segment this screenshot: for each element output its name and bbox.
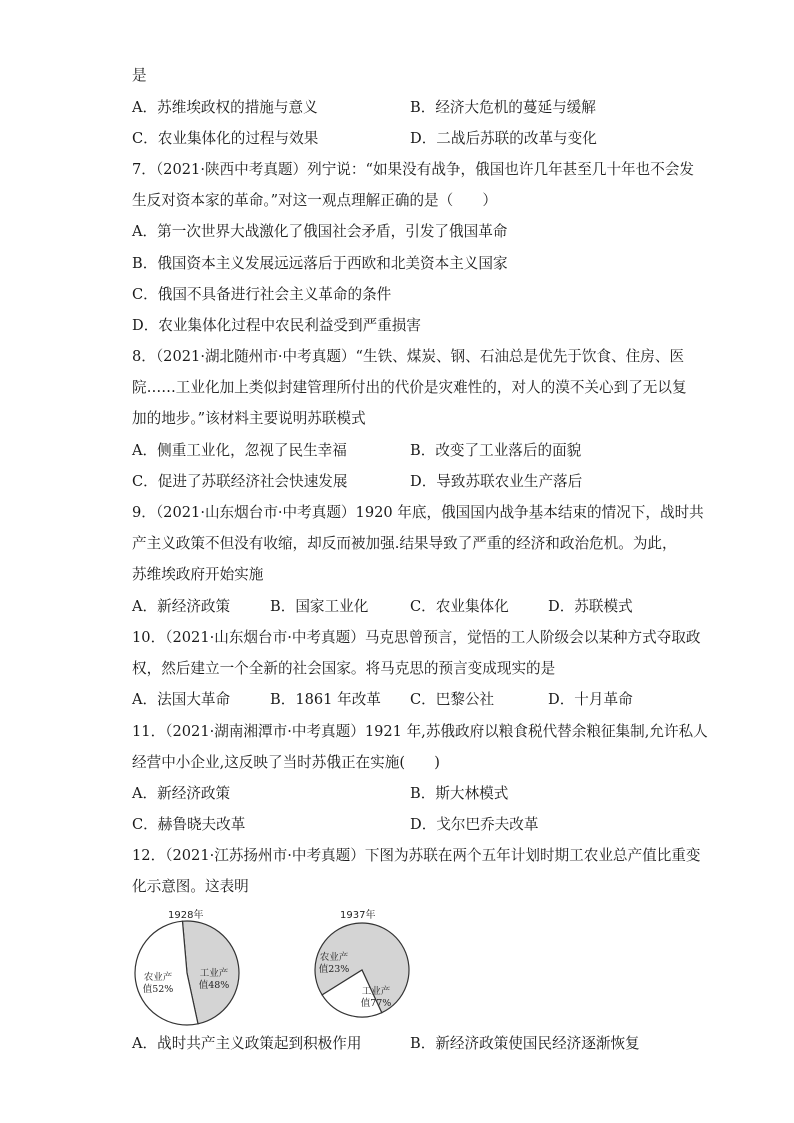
q9-option-c: C．农业集体化 [410, 598, 509, 615]
pie-label-agriculture: 农业产 [143, 972, 173, 983]
q8-option-d: D．导致苏联农业生产落后 [410, 473, 583, 490]
q8-stem-line2: 院……工业化加上类似封建管理所付出的代价是灾难性的，对人的漠不关心到了无以复 [132, 379, 687, 396]
q6-option-a: A．苏维埃政权的措施与意义 [132, 99, 318, 116]
q7-option-a: A．第一次世界大战激化了俄国社会矛盾，引发了俄国革命 [132, 223, 508, 240]
q11-stem-line2: 经营中小企业,这反映了当时苏俄正在实施( ) [132, 754, 440, 771]
q11-stem-line1: 11．（2021·湖南湘潭市·中考真题）1921 年,苏俄政府以粮食税代替余粮征集制,允许私人 [132, 723, 708, 740]
q6-option-d: D．二战后苏联的改革与变化 [410, 130, 597, 147]
q7-stem-line1: 7．（2021·陕西中考真题）列宁说：“如果没有战争，俄国也许几年甚至几十年也不会发 [132, 161, 695, 178]
q10-option-a: A．法国大革命 [132, 691, 231, 708]
q11-option-b: B．斯大林模式 [410, 785, 509, 802]
pie-label-industry: 值48% [198, 980, 230, 991]
q9-option-d: D．苏联模式 [548, 598, 633, 615]
q12-stem-line2: 化示意图。这表明 [132, 878, 249, 895]
q10-option-b: B．1861 年改革 [270, 691, 381, 708]
pie-label-agriculture: 农业产 [319, 952, 349, 963]
q8-option-b: B．改变了工业落后的面貌 [410, 442, 582, 459]
q8-option-c: C．促进了苏联经济社会快速发展 [132, 473, 348, 490]
q11-option-d: D．戈尔巴乔夫改革 [410, 816, 539, 833]
q12-stem-line1: 12．（2021·江苏扬州市·中考真题）下图为苏联在两个五年计划时期工农业总产值比重变 [132, 847, 701, 864]
pie-chart-1928 [132, 906, 242, 1030]
q6-option-c: C．农业集体化的过程与效果 [132, 130, 319, 147]
q8-stem-line1: 8．（2021·湖北随州市·中考真题）“生铁、煤炭、钢、石油总是优先于饮食、住房、医 [132, 348, 685, 365]
q9-stem-line2: 产主义政策不但没有收缩，却反而被加强.结果导致了严重的经济和政治危机。为此， [132, 535, 677, 552]
q10-option-d: D．十月革命 [548, 691, 633, 708]
q12-option-a: A．战时共产主义政策起到积极作用 [132, 1035, 362, 1052]
pie-chart-1928-title: 1928年 [168, 910, 204, 921]
q7-option-d: D．农业集体化过程中农民利益受到严重损害 [132, 317, 421, 334]
q9-stem-line3: 苏维埃政府开始实施 [132, 566, 264, 583]
q10-stem-line1: 10．（2021·山东烟台市·中考真题）马克思曾预言，觉悟的工人阶级会以某种方式夺取政 [132, 629, 701, 646]
pie-label-agriculture: 值23% [318, 964, 350, 975]
q7-stem-line2: 生反对资本家的革命。”对这一观点理解正确的是（ ） [132, 192, 498, 209]
q11-option-c: C．赫鲁晓夫改革 [132, 816, 246, 833]
q10-option-c: C．巴黎公社 [410, 691, 495, 708]
q7-option-c: C．俄国不具备进行社会主义革命的条件 [132, 286, 392, 303]
pie-chart-1937-title: 1937年 [340, 910, 376, 921]
q8-option-a: A．侧重工业化，忽视了民生幸福 [132, 442, 347, 459]
q9-stem-line1: 9．（2021·山东烟台市·中考真题）1920 年底，俄国国内战争基本结束的情况下，战时共 [132, 504, 704, 521]
pie-chart-1937 [312, 906, 412, 1030]
q7-option-b: B．俄国资本主义发展远远落后于西欧和北美资本主义国家 [132, 255, 508, 272]
q12-option-b: B．新经济政策使国民经济逐渐恢复 [410, 1035, 640, 1052]
q11-option-a: A．新经济政策 [132, 785, 231, 802]
pie-label-industry: 工业产 [361, 986, 391, 997]
q9-option-a: A．新经济政策 [132, 598, 231, 615]
pie-chart-1928-svg [132, 918, 242, 1028]
pie-chart-1937-svg [312, 920, 412, 1020]
q8-stem-line3: 加的地步。”该材料主要说明苏联模式 [132, 410, 366, 427]
pie-label-industry: 工业产 [199, 968, 229, 979]
q6-stem-tail: 是 [132, 67, 147, 84]
pie-label-agriculture: 值52% [142, 984, 174, 995]
q6-option-b: B．经济大危机的蔓延与缓解 [410, 99, 596, 116]
q9-option-b: B．国家工业化 [270, 598, 369, 615]
q10-stem-line2: 权，然后建立一个全新的社会国家。将马克思的预言变成现实的是 [132, 660, 556, 677]
pie-label-industry: 值77% [360, 998, 392, 1009]
